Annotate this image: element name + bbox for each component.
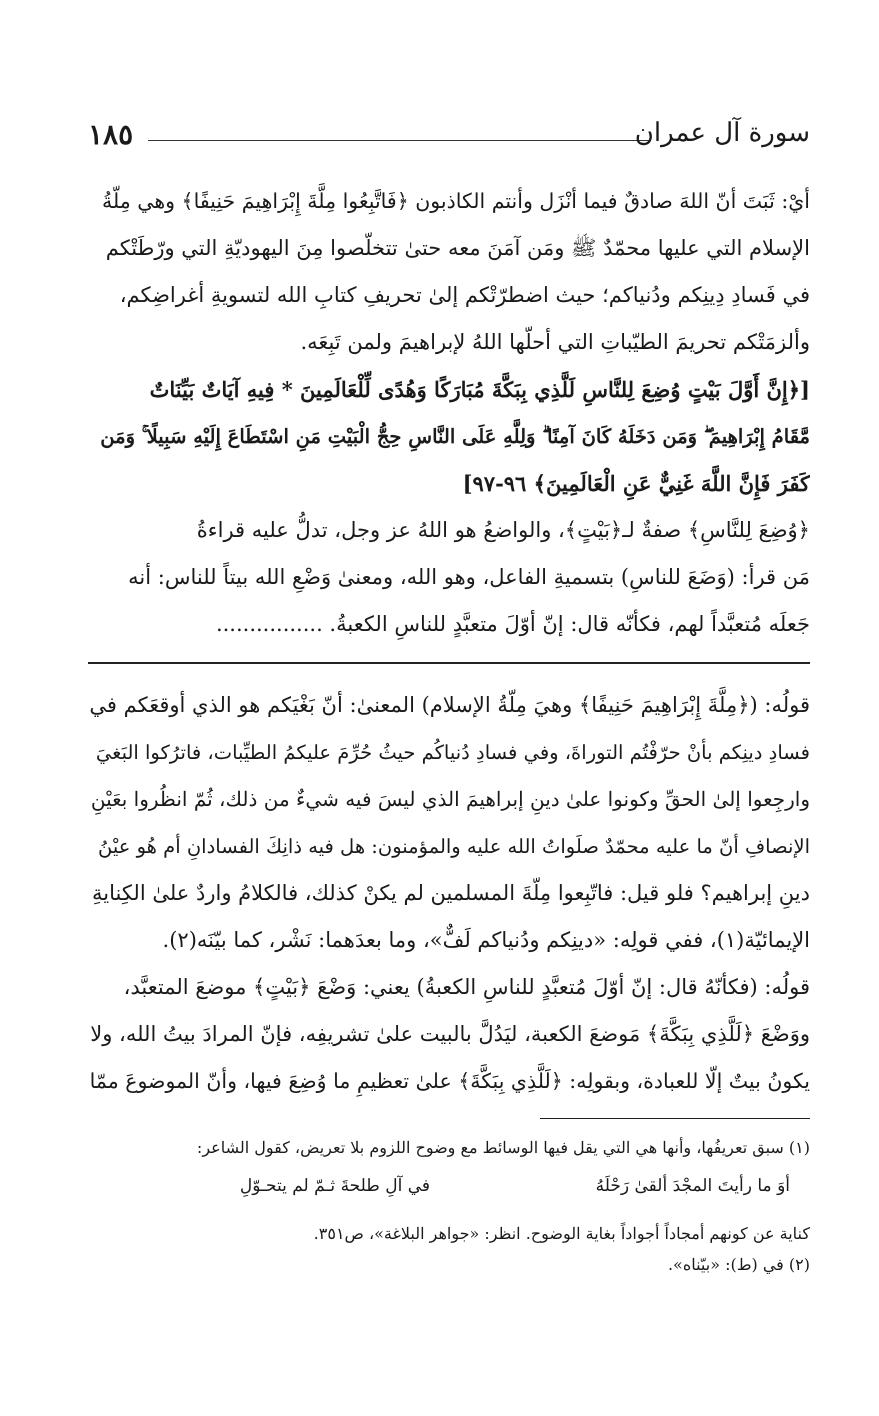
- poem-hemistich-1: أوَ ما رأيتَ المجْدَ ألقىٰ رَحْلَهُ: [595, 1176, 790, 1196]
- commentary-line: الإيمائيّة(١)، ففي قولِه: «دينِكم ودُنياكم لَفٌّ»، وما بعدَهما: نَشْر، كما بيّنَه(٢).: [162, 928, 810, 952]
- main-line: أيْ: ثَبَتَ أنّ اللهَ صادقٌ فيما أنْزَل وأنتم الكاذبون ﴿فَاتَّبِعُوا مِلَّةَ إِبْرَاهِيمَ حَنِيفًا﴾ وهي مِلّةُ: [101, 189, 810, 213]
- commentary-separator: [88, 662, 810, 664]
- footnote-separator: [540, 1118, 810, 1119]
- main-line: جَعلَه مُتعبَّداً لهم، فكأنّه قال: إنّ أوّلَ متعبَّدٍ للناسِ الكعبةُ. ................: [215, 612, 810, 636]
- footnote-line: (١) سبق تعريفُها، وأنها هي التي يقل فيها الوسائط مع وضوح اللزوم بلا تعريض، كقول الشاعر:: [196, 1138, 810, 1157]
- page-number: ١٨٥: [88, 118, 134, 151]
- quran-verse-line: كَفَرَ فَإِنَّ اللَّهَ غَنِيٌّ عَنِ الْعَالَمِينَ﴾ ٩٦-٩٧]: [462, 471, 810, 496]
- commentary-line: يكونُ بيتٌ إلّا للعبادة، وبقولِه: ﴿لَلَّذِي بِبَكَّةَ﴾ علىٰ تعظيمِ ما وُضِعَ فيها، وأنّ الموضوعَ ممّا: [89, 1069, 810, 1093]
- header-rule: [148, 140, 650, 141]
- poem-hemistich-2: في آلِ طلحةَ ثـمّ لم يتحـوّلِ: [239, 1176, 430, 1196]
- main-line: ﴿وُضِعَ لِلنَّاسِ﴾ صفةٌ لـ﴿بَيْتٍ﴾، والواضعُ هو اللهُ عز وجل، تدلُّ عليه قراءةُ: [196, 518, 810, 542]
- quran-verse-line: [﴿إِنَّ أَوَّلَ بَيْتٍ وُضِعَ لِلنَّاسِ لَلَّذِي بِبَكَّةَ مُبَارَكًا وَهُدًى لِّلْعَالَمِينَ * فِيهِ آيَاتٌ بَيِّنَاتٌ: [149, 377, 810, 402]
- main-text: [88, 178, 810, 648]
- commentary-line: وارجِعوا إلىٰ الحقِّ وكونوا علىٰ دينِ إبراهيمَ الذي ليسَ فيه شيءٌ من ذلك، ثُمّ انظُروا بعَيْنِ: [90, 787, 810, 811]
- commentary-line: فسادِ دينِكم بأنْ حرّفْتُم التوراةَ، وفي فسادِ دُنياكُم حيثُ حُرِّمَ عليكمُ الطيِّبات، فاترُكوا البَغيَ: [95, 741, 810, 764]
- main-line: الإسلام التي عليها محمّدٌ ﷺ ومَن آمَنَ معه حتىٰ تتخلّصوا مِنَ اليهوديّةِ التي ورّطَتْكم: [105, 236, 810, 260]
- commentary-text: [88, 682, 810, 1105]
- surah-title: سورة آل عمران: [634, 118, 810, 148]
- footnote-2: (٢) في (ط): «بيّناه».: [667, 1255, 810, 1274]
- commentary-line: دينِ إبراهيم؟ فلو قيل: فاتّبِعوا مِلّةَ المسلمين لم يكنْ كذلك، فالكلامُ واردٌ علىٰ الكِنايةِ: [92, 881, 810, 905]
- main-line: وألزمَتْكم تحريمَ الطيّباتِ التي أحلّها اللهُ لإبراهيمَ ولمن تَبِعَه.: [300, 330, 810, 354]
- footnote-line: كناية عن كونهم أمجاداً أجواداً بغاية الوضوح. انظر: «جواهر البلاغة»، ص٣٥١.: [313, 1224, 810, 1243]
- main-line: في فَسادِ دِينِكم ودُنياكم؛ حيث اضطرّتْكم إلىٰ تحريفِ كتابِ الله لتسويةِ أغراضِكم،: [119, 283, 810, 307]
- commentary-line: الإنصافِ أنّ ما عليه محمّدٌ صلَواتُ الله عليه والمؤمنون: هل فيه ذانِكَ الفسادانِ أم هُو عيْنُ: [98, 835, 810, 858]
- page-header: [88, 118, 810, 168]
- commentary-line: قولُه: (﴿مِلَّةَ إِبْرَاهِيمَ حَنِيفًا﴾ وهيَ مِلّةُ الإسلام) المعنىٰ: أنّ بَغْيَكم هو الذي أوقعَكم في: [89, 693, 810, 717]
- quran-verse-line: مَّقَامُ إِبْرَاهِيمَ ۖ وَمَن دَخَلَهُ كَانَ آمِنًا ۗ وَلِلَّهِ عَلَى النَّاسِ حِجُّ الْبَيْتِ مَنِ اسْتَطَاعَ إِلَيْهِ سَبِيلًا ۚ وَمَن: [100, 425, 810, 448]
- footnote-continuation: [88, 1218, 810, 1280]
- footnote-1: [88, 1132, 810, 1163]
- poem-verse: [150, 1176, 790, 1207]
- main-line: مَن قرأ: (وَضَعَ للناسِ) بتسميةِ الفاعل، وهو الله، ومعنىٰ وَضْعِ الله بيتاً للناس: أنه: [128, 565, 810, 589]
- commentary-line: ووَضْعَ ﴿لَلَّذِي بِبَكَّةَ﴾ مَوضعَ الكعبة، ليَدُلَّ بالبيت علىٰ تشريفِه، فإنّ المرادَ بيتُ الله، ولا: [90, 1022, 810, 1046]
- commentary-line: قولُه: (فكأنّهُ قال: إنّ أوّلَ مُتعبَّدٍ للناسِ الكعبةُ) يعني: وَضْعَ ﴿بَيْتٍ﴾ موضعَ المتعبَّد،: [123, 975, 810, 999]
